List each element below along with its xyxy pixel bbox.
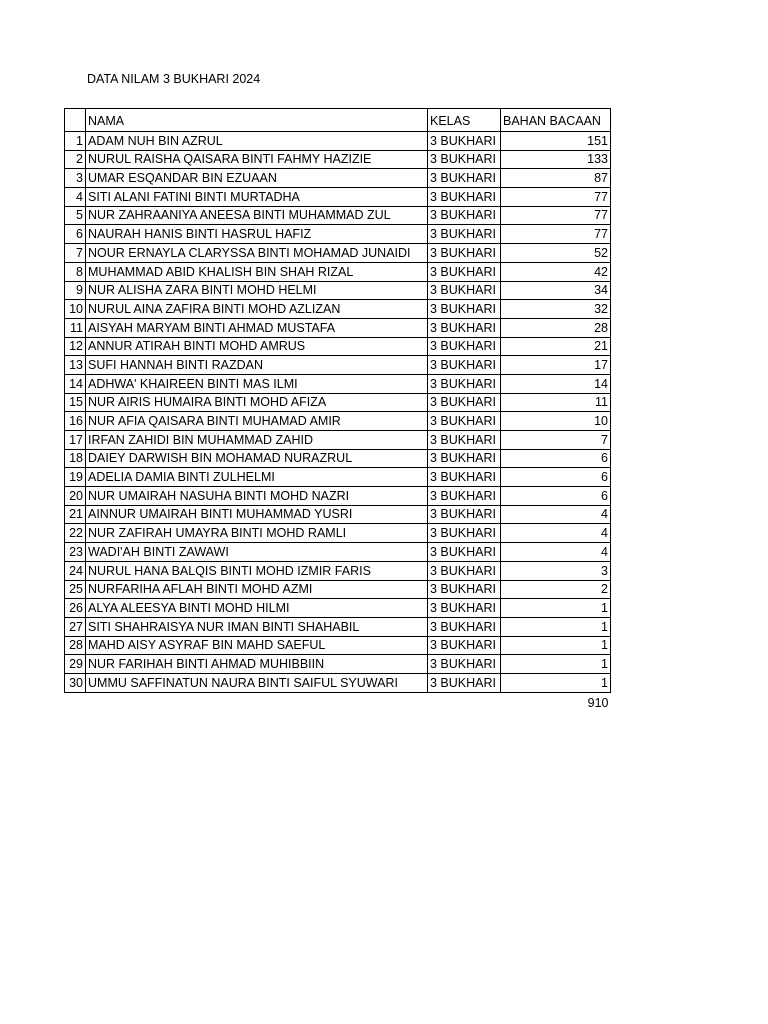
row-nama: ANNUR ATIRAH BINTI MOHD AMRUS — [86, 337, 428, 356]
table-row — [65, 673, 611, 692]
row-nama: NUR UMAIRAH NASUHA BINTI MOHD NAZRI — [86, 487, 428, 506]
row-nama: MAHD AISY ASYRAF BIN MAHD SAEFUL — [86, 636, 428, 655]
row-number: 22 — [65, 524, 86, 543]
row-number: 3 — [65, 169, 86, 188]
row-number: 14 — [65, 374, 86, 393]
row-nama: NURUL HANA BALQIS BINTI MOHD IZMIR FARIS — [86, 561, 428, 580]
table-row — [65, 318, 611, 337]
table-row — [65, 188, 611, 207]
page-title: DATA NILAM 3 BUKHARI 2024 — [87, 72, 261, 86]
row-number: 12 — [65, 337, 86, 356]
row-nama: ADELIA DAMIA BINTI ZULHELMI — [86, 468, 428, 487]
row-kelas: 3 BUKHARI — [428, 337, 501, 356]
row-bahan-bacaan: 4 — [501, 543, 611, 562]
table-body — [65, 109, 611, 712]
row-nama: IRFAN ZAHIDI BIN MUHAMMAD ZAHID — [86, 431, 428, 450]
row-kelas: 3 BUKHARI — [428, 356, 501, 375]
table-row — [65, 617, 611, 636]
row-number: 10 — [65, 300, 86, 319]
row-number: 6 — [65, 225, 86, 244]
table-row — [65, 580, 611, 599]
row-nama: WADI'AH BINTI ZAWAWI — [86, 543, 428, 562]
table-row — [65, 244, 611, 263]
row-nama: NUR ZAFIRAH UMAYRA BINTI MOHD RAMLI — [86, 524, 428, 543]
row-number: 16 — [65, 412, 86, 431]
row-nama: NOUR ERNAYLA CLARYSSA BINTI MOHAMAD JUNAIDI — [86, 244, 428, 263]
row-kelas: 3 BUKHARI — [428, 505, 501, 524]
row-number: 9 — [65, 281, 86, 300]
row-bahan-bacaan: 52 — [501, 244, 611, 263]
row-nama: NURFARIHA AFLAH BINTI MOHD AZMI — [86, 580, 428, 599]
table-row — [65, 636, 611, 655]
row-nama: ALYA ALEESYA BINTI MOHD HILMI — [86, 599, 428, 618]
row-kelas: 3 BUKHARI — [428, 169, 501, 188]
row-bahan-bacaan: 28 — [501, 318, 611, 337]
table-row — [65, 543, 611, 562]
row-number: 25 — [65, 580, 86, 599]
table-row — [65, 487, 611, 506]
row-bahan-bacaan: 14 — [501, 374, 611, 393]
row-kelas: 3 BUKHARI — [428, 599, 501, 618]
row-kelas: 3 BUKHARI — [428, 561, 501, 580]
row-bahan-bacaan: 34 — [501, 281, 611, 300]
row-number: 2 — [65, 150, 86, 169]
row-kelas: 3 BUKHARI — [428, 431, 501, 450]
row-bahan-bacaan: 4 — [501, 505, 611, 524]
row-number: 28 — [65, 636, 86, 655]
row-nama: NUR ZAHRAANIYA ANEESA BINTI MUHAMMAD ZUL — [86, 206, 428, 225]
table-row — [65, 169, 611, 188]
table-row — [65, 655, 611, 674]
row-number: 13 — [65, 356, 86, 375]
row-bahan-bacaan: 87 — [501, 169, 611, 188]
row-kelas: 3 BUKHARI — [428, 188, 501, 207]
row-number: 15 — [65, 393, 86, 412]
row-nama: ADAM NUH BIN AZRUL — [86, 132, 428, 151]
total-spacer — [65, 692, 86, 712]
row-number: 24 — [65, 561, 86, 580]
row-nama: ADHWA' KHAIREEN BINTI MAS ILMI — [86, 374, 428, 393]
row-bahan-bacaan: 21 — [501, 337, 611, 356]
row-number: 30 — [65, 673, 86, 692]
table-row — [65, 281, 611, 300]
row-kelas: 3 BUKHARI — [428, 262, 501, 281]
row-bahan-bacaan: 1 — [501, 617, 611, 636]
row-nama: NAURAH HANIS BINTI HASRUL HAFIZ — [86, 225, 428, 244]
row-bahan-bacaan: 11 — [501, 393, 611, 412]
table-row — [65, 393, 611, 412]
table-row — [65, 449, 611, 468]
row-kelas: 3 BUKHARI — [428, 374, 501, 393]
table-row — [65, 262, 611, 281]
table-row — [65, 374, 611, 393]
row-kelas: 3 BUKHARI — [428, 636, 501, 655]
row-kelas: 3 BUKHARI — [428, 673, 501, 692]
table-row — [65, 356, 611, 375]
row-bahan-bacaan: 151 — [501, 132, 611, 151]
table-row — [65, 599, 611, 618]
total-bahan-bacaan: 910 — [587, 695, 609, 710]
row-nama: MUHAMMAD ABID KHALISH BIN SHAH RIZAL — [86, 262, 428, 281]
row-number: 21 — [65, 505, 86, 524]
table-row — [65, 505, 611, 524]
row-nama: UMAR ESQANDAR BIN EZUAAN — [86, 169, 428, 188]
row-bahan-bacaan: 3 — [501, 561, 611, 580]
header-no — [65, 109, 86, 132]
row-bahan-bacaan: 77 — [501, 206, 611, 225]
table-row — [65, 225, 611, 244]
row-kelas: 3 BUKHARI — [428, 244, 501, 263]
row-nama: AISYAH MARYAM BINTI AHMAD MUSTAFA — [86, 318, 428, 337]
row-number: 26 — [65, 599, 86, 618]
row-nama: NUR FARIHAH BINTI AHMAD MUHIBBIIN — [86, 655, 428, 674]
row-bahan-bacaan: 2 — [501, 580, 611, 599]
row-kelas: 3 BUKHARI — [428, 150, 501, 169]
row-kelas: 3 BUKHARI — [428, 617, 501, 636]
row-number: 19 — [65, 468, 86, 487]
nilam-table — [64, 108, 611, 712]
row-number: 27 — [65, 617, 86, 636]
table-row — [65, 431, 611, 450]
row-kelas: 3 BUKHARI — [428, 543, 501, 562]
row-nama: NURUL RAISHA QAISARA BINTI FAHMY HAZIZIE — [86, 150, 428, 169]
row-bahan-bacaan: 17 — [501, 356, 611, 375]
header-bahan-bacaan: BAHAN BACAAN — [501, 109, 611, 132]
row-number: 18 — [65, 449, 86, 468]
row-number: 29 — [65, 655, 86, 674]
row-bahan-bacaan: 1 — [501, 636, 611, 655]
row-number: 1 — [65, 132, 86, 151]
row-number: 20 — [65, 487, 86, 506]
row-number: 7 — [65, 244, 86, 263]
row-number: 4 — [65, 188, 86, 207]
row-kelas: 3 BUKHARI — [428, 300, 501, 319]
row-bahan-bacaan: 6 — [501, 487, 611, 506]
row-number: 23 — [65, 543, 86, 562]
row-number: 17 — [65, 431, 86, 450]
row-kelas: 3 BUKHARI — [428, 524, 501, 543]
row-kelas: 3 BUKHARI — [428, 132, 501, 151]
row-bahan-bacaan: 7 — [501, 431, 611, 450]
total-spacer — [86, 692, 428, 712]
row-bahan-bacaan: 42 — [501, 262, 611, 281]
row-bahan-bacaan: 6 — [501, 468, 611, 487]
table-row — [65, 412, 611, 431]
row-nama: NUR AIRIS HUMAIRA BINTI MOHD AFIZA — [86, 393, 428, 412]
table-row — [65, 468, 611, 487]
row-nama: NUR AFIA QAISARA BINTI MUHAMAD AMIR — [86, 412, 428, 431]
row-kelas: 3 BUKHARI — [428, 412, 501, 431]
header-nama: NAMA — [86, 109, 428, 132]
row-nama: AINNUR UMAIRAH BINTI MUHAMMAD YUSRI — [86, 505, 428, 524]
table-row — [65, 524, 611, 543]
total-row — [65, 692, 611, 712]
row-nama: SITI SHAHRAISYA NUR IMAN BINTI SHAHABIL — [86, 617, 428, 636]
row-bahan-bacaan: 10 — [501, 412, 611, 431]
row-bahan-bacaan: 1 — [501, 673, 611, 692]
row-bahan-bacaan: 1 — [501, 599, 611, 618]
row-bahan-bacaan: 77 — [501, 225, 611, 244]
row-number: 8 — [65, 262, 86, 281]
row-kelas: 3 BUKHARI — [428, 225, 501, 244]
row-kelas: 3 BUKHARI — [428, 468, 501, 487]
row-kelas: 3 BUKHARI — [428, 318, 501, 337]
row-nama: SUFI HANNAH BINTI RAZDAN — [86, 356, 428, 375]
row-bahan-bacaan: 133 — [501, 150, 611, 169]
row-kelas: 3 BUKHARI — [428, 449, 501, 468]
row-bahan-bacaan: 32 — [501, 300, 611, 319]
table-row — [65, 206, 611, 225]
table-row — [65, 337, 611, 356]
row-kelas: 3 BUKHARI — [428, 206, 501, 225]
row-number: 5 — [65, 206, 86, 225]
row-kelas: 3 BUKHARI — [428, 487, 501, 506]
header-kelas: KELAS — [428, 109, 501, 132]
row-nama: SITI ALANI FATINI BINTI MURTADHA — [86, 188, 428, 207]
table-row — [65, 132, 611, 151]
row-nama: DAIEY DARWISH BIN MOHAMAD NURAZRUL — [86, 449, 428, 468]
row-bahan-bacaan: 4 — [501, 524, 611, 543]
row-bahan-bacaan: 1 — [501, 655, 611, 674]
row-nama: NUR ALISHA ZARA BINTI MOHD HELMI — [86, 281, 428, 300]
total-spacer — [428, 692, 501, 712]
row-kelas: 3 BUKHARI — [428, 281, 501, 300]
row-kelas: 3 BUKHARI — [428, 655, 501, 674]
row-kelas: 3 BUKHARI — [428, 580, 501, 599]
row-nama: NURUL AINA ZAFIRA BINTI MOHD AZLIZAN — [86, 300, 428, 319]
row-bahan-bacaan: 6 — [501, 449, 611, 468]
table-header-row — [65, 109, 611, 132]
row-kelas: 3 BUKHARI — [428, 393, 501, 412]
row-number: 11 — [65, 318, 86, 337]
table-row — [65, 300, 611, 319]
row-bahan-bacaan: 77 — [501, 188, 611, 207]
row-nama: UMMU SAFFINATUN NAURA BINTI SAIFUL SYUWARI — [86, 673, 428, 692]
table-row — [65, 561, 611, 580]
table-row — [65, 150, 611, 169]
